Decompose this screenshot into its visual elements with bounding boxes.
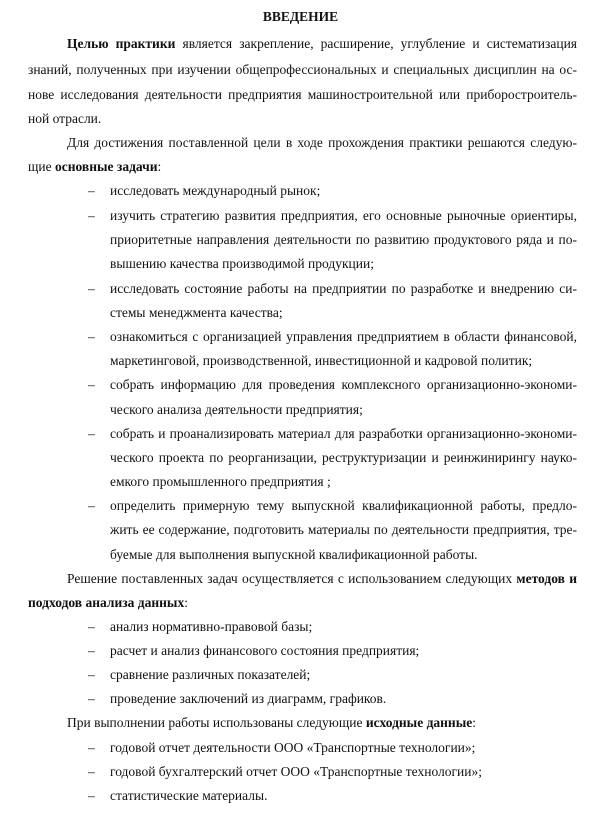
tasks-intro-bold: основные задачи bbox=[55, 159, 158, 174]
data-item-1: годовой отчет деятельности ООО «Транспортные технологии»; bbox=[110, 740, 476, 755]
tasks-intro-line-2 bbox=[28, 159, 601, 175]
task-4-line-1: ознакомиться с организацией управления предприятием в области финансовой, bbox=[110, 329, 577, 344]
list-dash: – bbox=[88, 691, 95, 706]
task-4-line-2: маркетинговой, производственной, инвестиционной и кадровой политик; bbox=[110, 353, 533, 368]
list-dash: – bbox=[88, 619, 95, 634]
task-5-line-1: собрать информацию для проведения комплексного организационно-экономи- bbox=[110, 377, 577, 392]
methods-intro-line-2 bbox=[28, 595, 601, 611]
method-1: анализ нормативно-правовой базы; bbox=[110, 619, 313, 634]
method-4: проведение заключений из диаграмм, графиков. bbox=[110, 691, 387, 706]
page-title: ВВЕДЕНИЕ bbox=[262, 9, 339, 24]
intro-line-3: нове исследования деятельности предприятия машиностроительной или приборостроитель- bbox=[28, 87, 577, 102]
intro-line-1 bbox=[67, 36, 577, 52]
intro-text: является закрепление, расширение, углубление и систематизация bbox=[182, 36, 578, 51]
intro-line-4: ной отрасли. bbox=[28, 111, 102, 126]
list-dash: – bbox=[88, 329, 95, 344]
list-dash: – bbox=[88, 208, 95, 223]
data-intro-bold: исходные данные bbox=[365, 715, 473, 730]
data-intro-text: При выполнении работы использованы следующие bbox=[67, 715, 363, 730]
task-1-line-1: исследовать международный рынок; bbox=[110, 183, 321, 198]
task-3-line-2: стемы менеджмента качества; bbox=[110, 305, 283, 320]
list-dash: – bbox=[88, 667, 95, 682]
data-intro-line bbox=[67, 715, 601, 731]
tasks-intro-line-1: Для достижения поставленной цели в ходе прохождения практики решаются следую- bbox=[67, 135, 577, 150]
list-dash: – bbox=[88, 183, 95, 198]
method-2: расчет и анализ финансового состояния предприятия; bbox=[110, 643, 420, 658]
methods-intro-colon: : bbox=[184, 595, 188, 610]
tasks-intro-text: щие bbox=[28, 159, 55, 174]
task-2-line-1: изучить стратегию развития предприятия, его основные рыночные ориентиры, bbox=[110, 208, 577, 223]
list-dash: – bbox=[88, 281, 95, 296]
methods-intro-text: Решение поставленных задач осуществляется с использованием следующих bbox=[67, 571, 513, 586]
task-7-line-3: буемые для выполнения выпускной квалификационной работы. bbox=[110, 547, 478, 562]
data-intro-colon: : bbox=[472, 715, 477, 730]
list-dash: – bbox=[88, 426, 95, 441]
list-dash: – bbox=[88, 764, 95, 779]
data-item-2: годовой бухгалтерский отчет ООО «Транспортные технологии»; bbox=[110, 764, 483, 779]
task-7-line-1: определить примерную тему выпускной квалификационной работы, предло- bbox=[110, 498, 577, 513]
list-dash: – bbox=[88, 788, 95, 803]
task-2-line-3: вышению качества производимой продукции; bbox=[110, 256, 374, 271]
tasks-intro-colon: : bbox=[157, 159, 162, 174]
task-5-line-2: ческого анализа деятельности предприятия; bbox=[110, 402, 363, 417]
methods-intro-line-1 bbox=[67, 571, 577, 587]
task-6-line-2: ческого проекта по реорганизации, реструктуризации и реинжинирингу науко- bbox=[110, 450, 577, 465]
method-3: сравнение различных показателей; bbox=[110, 667, 311, 682]
task-3-line-1: исследовать состояние работы на предприятии по разработке и внедрению си- bbox=[110, 281, 577, 296]
intro-line-2: знаний, полученных при изучении общепрофессиональных и специальных дисциплин на ос- bbox=[28, 62, 577, 77]
task-7-line-2: жить ее содержание, подготовить материалы по деятельности предприятия, тре- bbox=[110, 522, 577, 537]
data-item-3: статистические материалы. bbox=[110, 788, 268, 803]
task-6-line-3: емкого промышленного предприятия ; bbox=[110, 474, 331, 489]
task-6-line-1: собрать и проанализировать материал для разработки организационно-экономи- bbox=[110, 426, 577, 441]
methods-intro-bold-2: подходов анализа данных bbox=[28, 595, 185, 610]
task-2-line-2: приоритетные направления деятельности по развитию продуктового ряда и по- bbox=[110, 232, 577, 247]
list-dash: – bbox=[88, 643, 95, 658]
intro-bold-term: Целью практики bbox=[67, 36, 176, 51]
list-dash: – bbox=[88, 377, 95, 392]
list-dash: – bbox=[88, 740, 95, 755]
list-dash: – bbox=[88, 498, 95, 513]
methods-intro-bold: методов и bbox=[516, 571, 577, 586]
